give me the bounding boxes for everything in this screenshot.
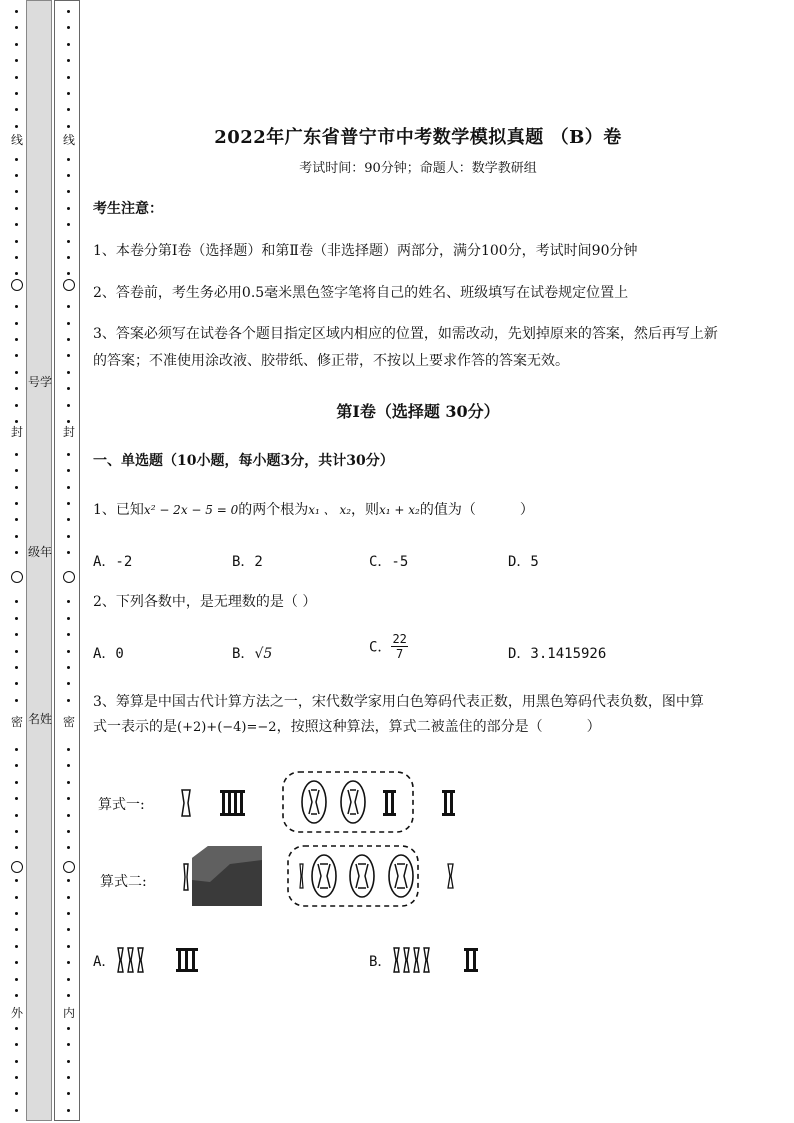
binding-dot — [15, 945, 18, 948]
binding-dot — [15, 797, 18, 800]
binding-dot — [67, 190, 70, 193]
binding-dot — [15, 240, 18, 243]
binding-circle-icon — [63, 571, 75, 583]
binding-dot — [15, 108, 18, 111]
question-3-line-2: 式一表示的是(+2)+(−4)=−2，按照这种算法，算式二被盖住的部分是（ ） — [93, 719, 601, 735]
question-3-line-1: 3、筹算是中国古代计算方法之一，宋代数学家用白色筹码代表正数，用黑色筹码代表负数，图中算 — [93, 694, 704, 710]
binding-dot — [15, 1109, 18, 1112]
binding-line-char: 线 — [10, 133, 23, 147]
binding-circle-icon — [11, 279, 23, 291]
q1-option-b[interactable]: B．2 — [232, 554, 263, 570]
binding-dot — [15, 781, 18, 784]
binding-dot — [15, 453, 18, 456]
binding-dot — [15, 617, 18, 620]
binding-dot — [15, 125, 18, 128]
grade-label: 级年 — [27, 545, 52, 559]
binding-dot — [15, 43, 18, 46]
q2-option-a[interactable]: A．0 — [93, 646, 124, 662]
q2-option-b[interactable]: B．√5 — [232, 646, 273, 662]
binding-dot — [67, 486, 70, 489]
binding-dot — [67, 650, 70, 653]
binding-dot — [15, 896, 18, 899]
binding-dot — [67, 633, 70, 636]
equation: x² − 2x − 5 = 0 — [143, 503, 239, 517]
expression-1-label: 算式一: — [98, 797, 145, 813]
binding-circle-icon — [11, 571, 23, 583]
binding-dot — [67, 92, 70, 95]
binding-dot — [15, 76, 18, 79]
binding-dot — [67, 666, 70, 669]
binding-line-char: 密 — [62, 715, 75, 729]
binding-dot — [15, 387, 18, 390]
binding-dot — [15, 518, 18, 521]
binding-dot — [15, 174, 18, 177]
binding-dot — [67, 830, 70, 833]
binding-dot — [15, 912, 18, 915]
binding-dot — [67, 518, 70, 521]
binding-dot — [15, 305, 18, 308]
left-dotted-binding-line — [10, 0, 24, 1123]
binding-dot — [15, 486, 18, 489]
binding-line-char: 封 — [62, 425, 75, 439]
binding-dot — [67, 535, 70, 538]
binding-dot — [67, 1060, 70, 1063]
q3-option-a[interactable]: A． — [93, 954, 116, 970]
rod-white-2 — [182, 790, 190, 816]
binding-dot — [67, 256, 70, 259]
binding-dot — [15, 502, 18, 505]
section-title: 第I卷（选择题 30分） — [336, 402, 500, 421]
binding-dot — [67, 240, 70, 243]
binding-dot — [15, 748, 18, 751]
circled-rod — [341, 781, 365, 823]
q3-option-b[interactable]: B． — [369, 954, 392, 970]
student-number-label: 号学 — [27, 375, 52, 389]
sqrt-five: √5 — [254, 646, 273, 662]
binding-dot — [15, 354, 18, 357]
name-label: 名姓 — [27, 712, 52, 726]
expression: (+2)+(−4)=−2 — [177, 720, 277, 735]
circled-rod — [302, 781, 326, 823]
binding-dot — [15, 650, 18, 653]
binding-dot — [15, 10, 18, 13]
binding-dot — [67, 469, 70, 472]
binding-dot — [67, 59, 70, 62]
binding-dot — [67, 764, 70, 767]
binding-line-char: 线 — [62, 133, 75, 147]
binding-dot — [15, 682, 18, 685]
binding-dot — [15, 338, 18, 341]
binding-dot — [67, 781, 70, 784]
binding-dot — [15, 158, 18, 161]
binding-dot — [67, 453, 70, 456]
binding-dot — [67, 699, 70, 702]
question-1: 1、已知x² − 2x − 5 = 0的两个根为x₁ 、 x₂，则x₁ + x₂的值为（ ） — [93, 502, 534, 518]
binding-circle-icon — [63, 861, 75, 873]
binding-dot — [15, 830, 18, 833]
binding-dot — [67, 108, 70, 111]
note-item: 1、本卷分第I卷（选择题）和第Ⅱ卷（非选择题）两部分，满分100分，考试时间90分钟 — [93, 243, 638, 259]
binding-dot — [15, 272, 18, 275]
note-item: 的答案；不准使用涂改液、胶带纸、修正带，不按以上要求作答的答案无效。 — [93, 353, 569, 369]
roots: x₁ 、 x₂ — [308, 503, 352, 517]
binding-line-char: 内 — [62, 1006, 75, 1020]
binding-dot — [15, 600, 18, 603]
binding-dot — [15, 207, 18, 210]
binding-dot — [67, 420, 70, 423]
binding-dot — [67, 1027, 70, 1030]
binding-dot — [15, 420, 18, 423]
rod-black-4 — [220, 790, 245, 816]
binding-line-char: 密 — [10, 715, 23, 729]
binding-dot — [67, 797, 70, 800]
binding-dot — [67, 961, 70, 964]
part-heading: 一、单选题（10小题，每小题3分，共计30分） — [93, 453, 394, 469]
binding-dot — [15, 814, 18, 817]
binding-dot — [67, 502, 70, 505]
binding-dot — [15, 1027, 18, 1030]
q2-option-d[interactable]: D．3.1415926 — [508, 646, 607, 662]
binding-dot — [15, 535, 18, 538]
binding-dot — [15, 666, 18, 669]
binding-dot — [67, 551, 70, 554]
binding-dot — [67, 879, 70, 882]
binding-dot — [15, 322, 18, 325]
exam-info: 考试时间：90分钟；命题人：数学教研组 — [299, 161, 537, 176]
page-title: 2022年广东省普宁市中考数学模拟真题 （B）卷 — [214, 127, 622, 148]
binding-dot — [15, 961, 18, 964]
q3-option-a-rods — [112, 946, 212, 976]
binding-dot — [67, 928, 70, 931]
notes-heading: 考生注意： — [93, 201, 163, 217]
binding-dot — [15, 1043, 18, 1046]
binding-dot — [67, 1043, 70, 1046]
rod-black-2-result — [442, 790, 455, 816]
binding-dot — [67, 1092, 70, 1095]
binding-dot — [15, 469, 18, 472]
binding-dot — [15, 928, 18, 931]
binding-dot — [67, 1076, 70, 1079]
binding-dot — [15, 699, 18, 702]
binding-dot — [15, 1060, 18, 1063]
binding-dot — [67, 912, 70, 915]
binding-dot — [67, 600, 70, 603]
binding-line-char: 外 — [10, 1006, 23, 1020]
binding-dot — [67, 994, 70, 997]
q1-option-d[interactable]: D．5 — [508, 554, 539, 570]
binding-dot — [67, 223, 70, 226]
note-item: 2、答卷前，考生务必用0.5毫米黑色签字笔将自己的姓名、班级填写在试卷规定位置上 — [93, 285, 629, 301]
binding-dot — [67, 76, 70, 79]
binding-dot — [67, 158, 70, 161]
binding-dot — [15, 256, 18, 259]
binding-dot — [67, 682, 70, 685]
binding-dot — [15, 92, 18, 95]
q1-option-a[interactable]: A．-2 — [93, 554, 133, 570]
binding-dot — [67, 10, 70, 13]
binding-dot — [15, 551, 18, 554]
expression-2-label: 算式二: — [100, 874, 147, 890]
fraction: $\frac{22}{7}$ — [392, 632, 407, 661]
binding-dot — [67, 387, 70, 390]
student-info-strip — [26, 0, 52, 1121]
binding-dot — [67, 322, 70, 325]
rod-white-1 — [184, 864, 188, 890]
binding-dot — [67, 26, 70, 29]
binding-dot — [67, 945, 70, 948]
binding-dot — [67, 338, 70, 341]
binding-dot — [15, 846, 18, 849]
q3-option-b-rods — [388, 946, 488, 976]
binding-dot — [67, 896, 70, 899]
binding-dot — [15, 978, 18, 981]
binding-circle-icon — [11, 861, 23, 873]
binding-dot — [15, 764, 18, 767]
binding-dot — [67, 814, 70, 817]
binding-dot — [15, 1092, 18, 1095]
binding-dot — [15, 1076, 18, 1079]
binding-dot — [67, 371, 70, 374]
binding-dot — [67, 207, 70, 210]
note-item: 3、答案必须写在试卷各个题目指定区域内相应的位置，如需改动，先划掉原来的答案，然后再写上新 — [93, 326, 718, 342]
binding-dot — [15, 190, 18, 193]
q1-option-c[interactable]: C．-5 — [369, 554, 409, 570]
binding-dot — [67, 354, 70, 357]
binding-dot — [15, 633, 18, 636]
binding-dot — [15, 371, 18, 374]
binding-dot — [67, 404, 70, 407]
binding-dot — [67, 125, 70, 128]
binding-dot — [67, 43, 70, 46]
binding-dot — [67, 174, 70, 177]
binding-dot — [15, 26, 18, 29]
binding-dot — [15, 59, 18, 62]
right-dotted-binding-line — [62, 0, 76, 1123]
binding-dot — [15, 223, 18, 226]
binding-circle-icon — [63, 279, 75, 291]
binding-dot — [15, 404, 18, 407]
binding-dot — [15, 879, 18, 882]
binding-dot — [67, 617, 70, 620]
counting-rod-figure — [170, 760, 470, 920]
binding-dot — [67, 272, 70, 275]
binding-dot — [67, 748, 70, 751]
binding-dot — [67, 305, 70, 308]
binding-dot — [67, 1109, 70, 1112]
q2-option-c[interactable]: C． $\frac{22}{7}$ — [369, 632, 407, 661]
root-sum: x₁ + x₂ — [379, 503, 420, 517]
binding-dot — [67, 978, 70, 981]
binding-dot — [15, 994, 18, 997]
binding-dot — [67, 846, 70, 849]
rod-black-2 — [383, 790, 396, 816]
binding-line-char: 封 — [10, 425, 23, 439]
question-2: 2、下列各数中，是无理数的是（ ） — [93, 594, 317, 610]
